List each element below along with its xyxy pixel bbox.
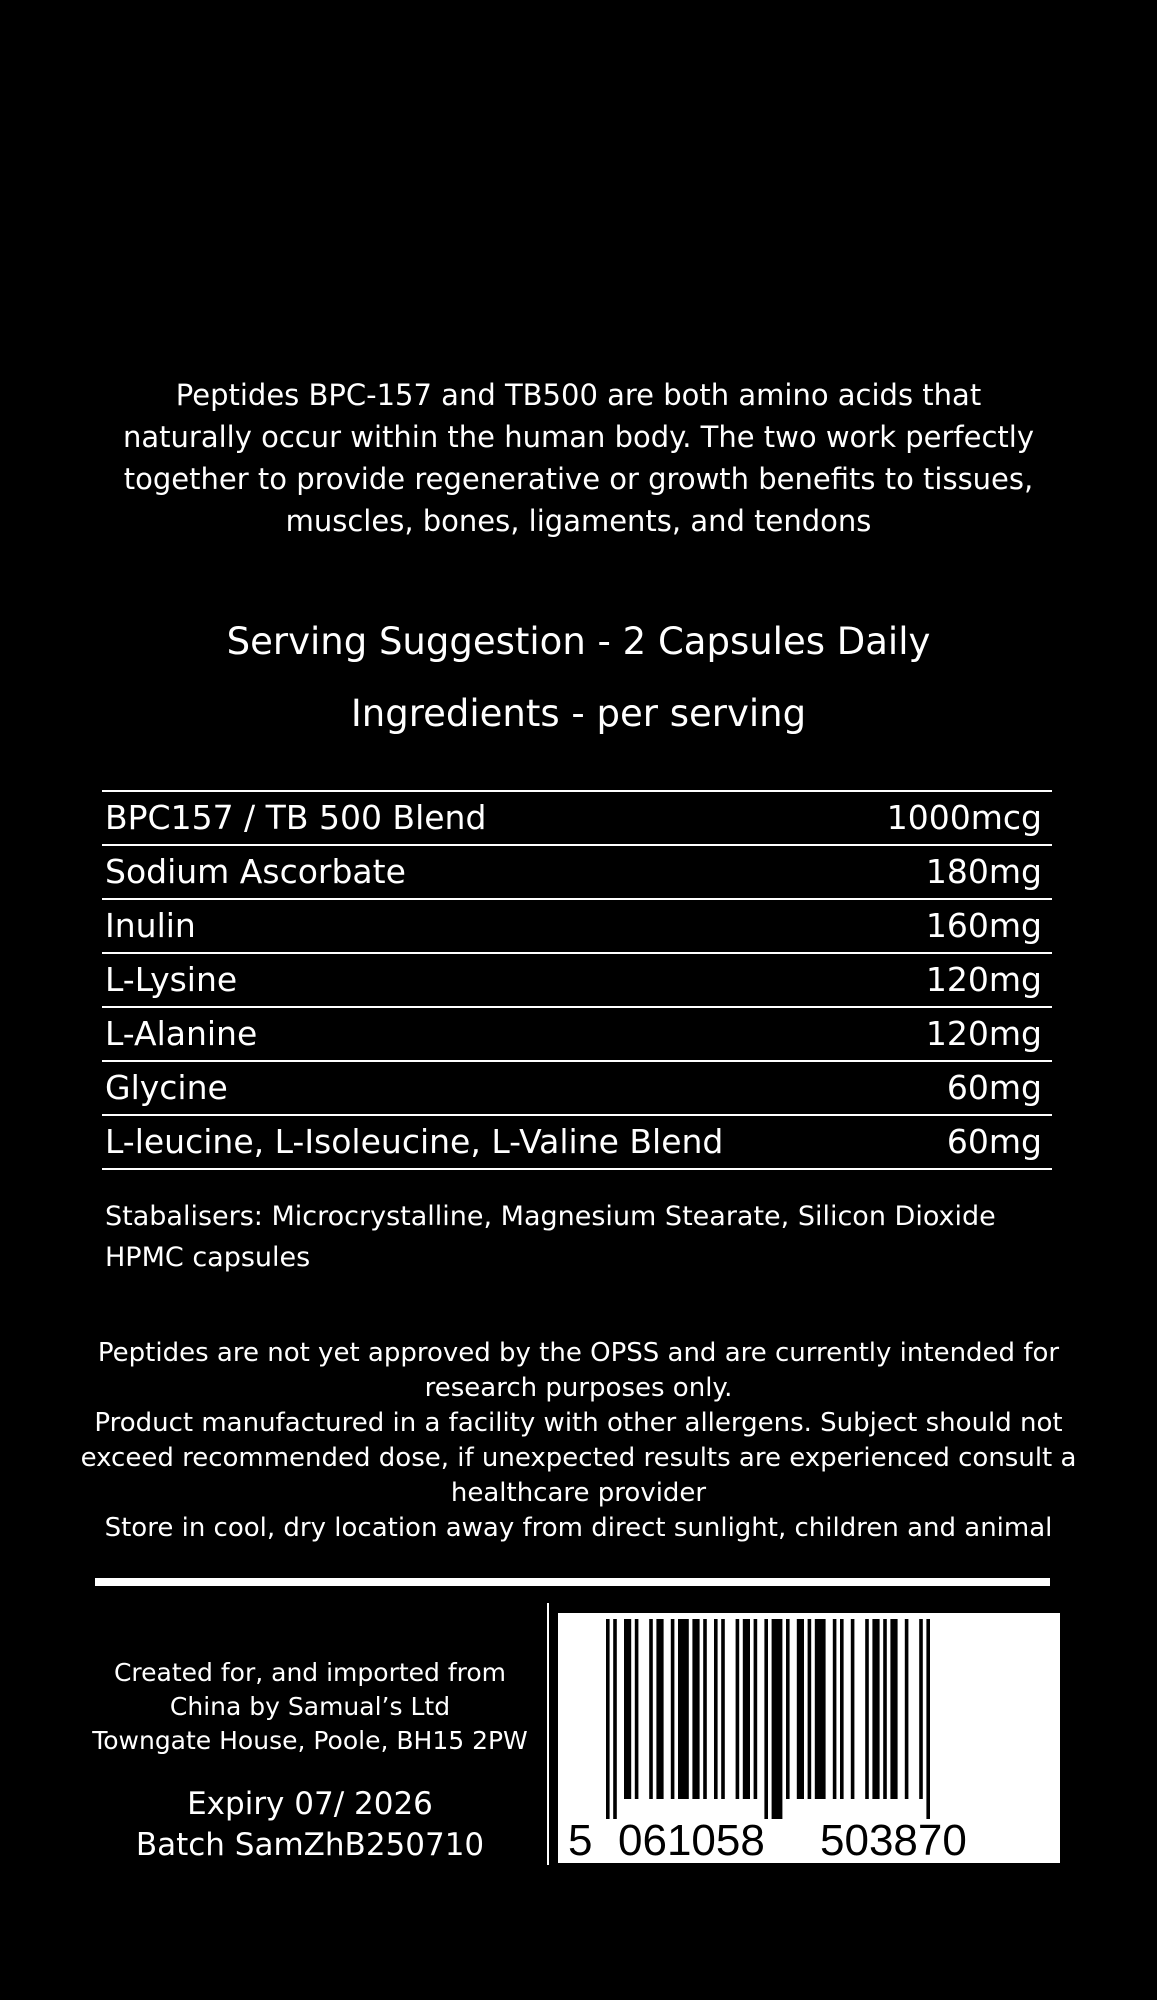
barcode-bar (743, 1619, 750, 1799)
barcode-bar (883, 1619, 887, 1799)
ingredient-name: BPC157 / TB 500 Blend (105, 798, 487, 837)
barcode-bar (919, 1619, 923, 1799)
barcode-bar (613, 1619, 617, 1819)
barcode-bar (808, 1619, 812, 1799)
barcode-bar (736, 1619, 740, 1799)
ingredients-heading: Ingredients - per serving (350, 692, 807, 735)
table-row (102, 846, 1052, 900)
barcode-bar (678, 1619, 689, 1799)
barcode-bar (890, 1619, 897, 1799)
warning-line: healthcare provider (450, 1478, 707, 1508)
barcode-bars (606, 1619, 930, 1819)
ingredient-amount: 120mg (925, 1014, 1042, 1053)
ingredients-table (102, 792, 1052, 1170)
ingredient-name: Sodium Ascorbate (105, 852, 406, 891)
ingredient-name: L-leucine, L-Isoleucine, L-Valine Blend (105, 1122, 724, 1161)
ingredient-amount: 1000mcg (886, 798, 1042, 837)
expiry-batch-info (80, 1784, 540, 1866)
barcode-bar (851, 1619, 855, 1799)
ingredient-amount: 160mg (925, 906, 1042, 945)
vertical-divider (547, 1603, 549, 1865)
barcode-graphic (558, 1613, 1060, 1863)
product-description (80, 374, 1077, 542)
barcode-bar (754, 1619, 758, 1799)
ingredient-amount: 120mg (925, 960, 1042, 999)
barcode-bar (714, 1619, 718, 1799)
table-row (102, 1116, 1052, 1170)
warning-line: research purposes only. (424, 1373, 733, 1403)
ingredient-amount: 60mg (946, 1068, 1042, 1107)
table-row (102, 954, 1052, 1008)
ingredient-amount: 180mg (925, 852, 1042, 891)
barcode-bar (656, 1619, 663, 1799)
barcode-bar (606, 1619, 610, 1819)
ingredient-name: L-Lysine (105, 960, 238, 999)
barcode-bar (840, 1619, 844, 1799)
barcode-right-group: 503870 (820, 1816, 967, 1863)
barcode-bar (649, 1619, 653, 1799)
description-line: muscles, bones, ligaments, and tendons (285, 504, 872, 538)
barcode-bar (786, 1619, 790, 1799)
ingredient-name: L-Alanine (105, 1014, 258, 1053)
barcode-bar (703, 1619, 707, 1799)
warning-line: Peptides are not yet approved by the OPSS and are currently intended for (97, 1338, 1060, 1368)
barcode-bar (624, 1619, 631, 1799)
barcode-bar (833, 1619, 837, 1799)
description-line: together to provide regenerative or growth benefits to tissues, (123, 462, 1034, 496)
description-line: Peptides BPC-157 and TB500 are both amino acids that (175, 378, 982, 412)
capsules-line: HPMC capsules (105, 1242, 311, 1273)
barcode-bar (635, 1619, 639, 1799)
table-row (102, 900, 1052, 954)
batch-number: Batch SamZhB250710 (135, 1827, 485, 1863)
barcode-bar (872, 1619, 879, 1799)
table-row (102, 792, 1052, 846)
barcode-bar (797, 1619, 804, 1799)
section-divider (95, 1578, 1050, 1586)
stabilisers-line: Stabalisers: Microcrystalline, Magnesium Stearate, Silicon Dioxide (105, 1201, 996, 1232)
warning-line: Product manufactured in a facility with other allergens. Subject should not (94, 1408, 1063, 1438)
barcode (558, 1613, 1060, 1863)
importer-info (80, 1656, 540, 1758)
table-row (102, 1008, 1052, 1062)
importer-address: Towngate House, Poole, BH15 2PW (92, 1726, 528, 1755)
barcode-bar (772, 1619, 783, 1819)
stabilisers-note (105, 1196, 1065, 1278)
importer-line: Created for, and imported from (113, 1658, 507, 1687)
warning-line: exceed recommended dose, if unexpected results are experienced consult a (80, 1443, 1077, 1473)
barcode-first-digit: 5 (568, 1816, 593, 1863)
ingredient-amount: 60mg (946, 1122, 1042, 1161)
expiry-date: Expiry 07/ 2026 (187, 1786, 433, 1822)
barcode-left-group: 061058 (618, 1816, 765, 1863)
barcode-bar (926, 1619, 930, 1819)
barcode-bar (692, 1619, 699, 1799)
importer-line: China by Samual’s Ltd (169, 1692, 451, 1721)
serving-suggestion: Serving Suggestion - 2 Capsules Daily (226, 620, 931, 663)
barcode-bar (764, 1619, 768, 1819)
ingredient-name: Inulin (105, 906, 196, 945)
barcode-bar (671, 1619, 675, 1799)
warning-line: Store in cool, dry location away from direct sunlight, children and animal (104, 1513, 1053, 1543)
barcode-bar (865, 1619, 869, 1799)
barcode-bar (721, 1619, 725, 1799)
table-row (102, 1062, 1052, 1116)
description-line: naturally occur within the human body. The two work perfectly (123, 420, 1034, 454)
ingredient-name: Glycine (105, 1068, 228, 1107)
warnings-block (70, 1336, 1087, 1546)
barcode-bar (815, 1619, 826, 1799)
barcode-bar (905, 1619, 909, 1799)
